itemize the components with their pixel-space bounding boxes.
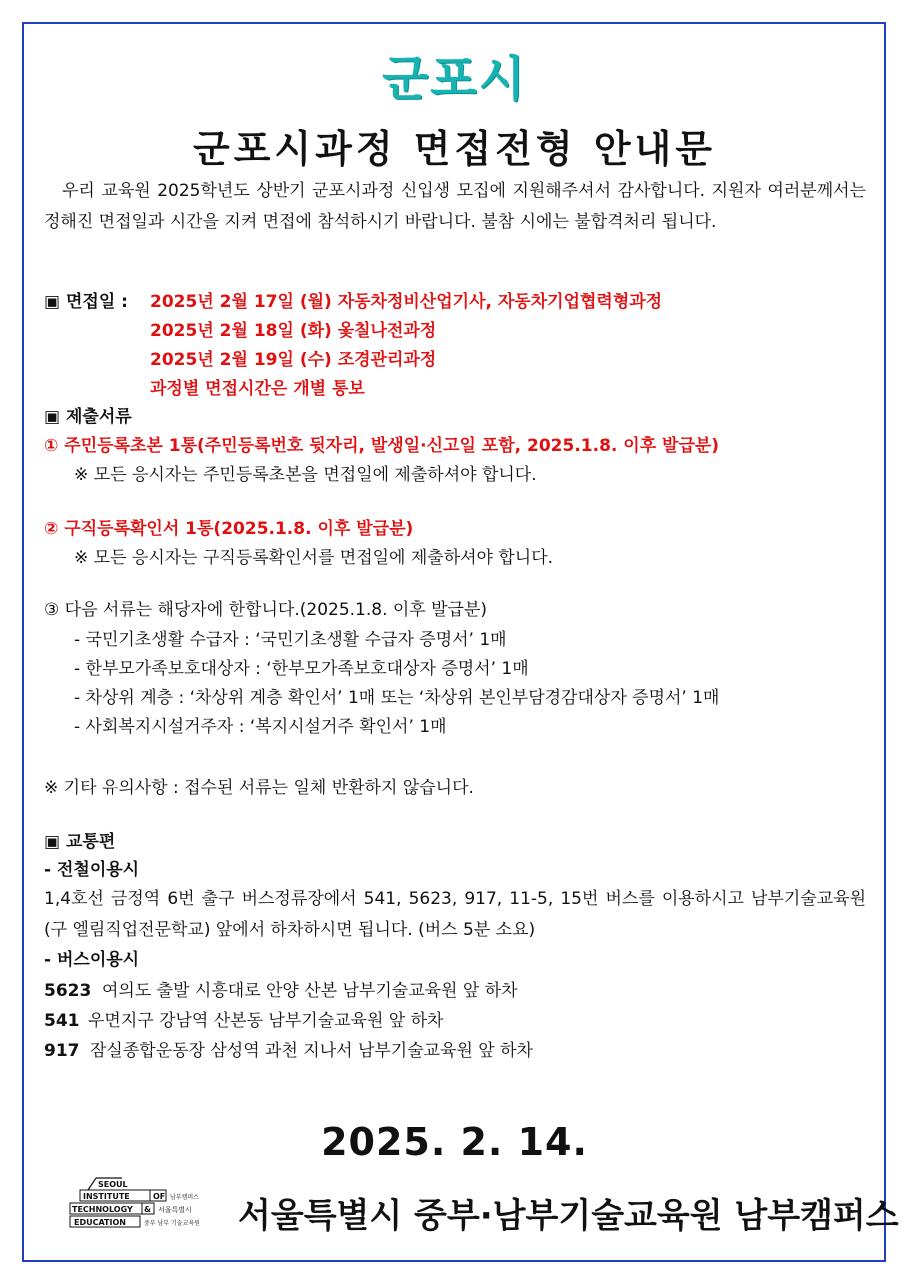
document-item-1: ① 주민등록초본 1통(주민등록번호 뒷자리, 발생일·신고일 포함, 2025.1.8. 이후 발급분)	[44, 436, 720, 456]
logo-text: SEOUL	[98, 1180, 128, 1189]
etc-note: ※ 기타 유의사항 : 접수된 서류는 일체 반환하지 않습니다.	[44, 778, 474, 798]
interview-date-3: 2025년 2월 19일 (수) 조경관리과정	[150, 350, 437, 370]
logo-text: 서울특별시	[158, 1206, 192, 1214]
transport-heading: ▣ 교통편	[44, 832, 116, 852]
subway-directions: 1,4호선 금정역 6번 출구 버스정류장에서 541, 5623, 917, 11-5, 15번 버스를 이용하시고 남부기술교육원(구 엘림직업전문학교) 앞에서 하차하시면 됩니다. (버스 5분 소요)	[44, 889, 866, 940]
page-title: 군포시과정 면접전형 안내문	[193, 127, 716, 171]
document-item-3-list-item: - 국민기초생활 수급자 : ‘국민기초생활 수급자 증명서’ 1매	[74, 630, 507, 650]
interview-label: ▣ 면접일 :	[44, 292, 128, 312]
interview-date-1: 2025년 2월 17일 (월) 자동차정비산업기사, 자동차기업협력형과정	[150, 292, 663, 312]
institute-logo	[66, 1176, 232, 1234]
document-item-3-list-item: - 사회복지시설거주자 : ‘복지시설거주 확인서’ 1매	[74, 717, 447, 737]
logo-text: EDUCATION	[74, 1218, 126, 1227]
bus-route: 여의도 출발 시흥대로 안양 산본 남부기술교육원 앞 하차	[102, 981, 518, 1001]
document-item-3-list-item: - 차상위 계층 : ‘차상위 계층 확인서’ 1매 또는 ‘차상위 본인부담경감대상자 증명서’ 1매	[74, 688, 720, 708]
bus-number: 5623	[44, 981, 92, 1001]
logo-text: 남부캠퍼스	[170, 1194, 199, 1201]
bus-route: 우면지구 강남역 산본동 남부기술교육원 앞 하차	[88, 1011, 444, 1031]
logo-text: TECHNOLOGY	[72, 1205, 133, 1214]
bus-number: 541	[44, 1011, 80, 1031]
logo-text: 중부 남부 기술교육원	[144, 1220, 200, 1227]
document-item-2: ② 구직등록확인서 1통(2025.1.8. 이후 발급분)	[44, 519, 414, 539]
logo-text: &	[144, 1205, 151, 1214]
interview-time-note: 과정별 면접시간은 개별 통보	[150, 379, 365, 399]
intro-paragraph: 우리 교육원 2025학년도 상반기 군포시과정 신입생 모집에 지원해주셔서 감사합니다. 지원자 여러분께서는 정해진 면접일과 시간을 지켜 면접에 참석하시기 바랍니다. 불참 시에는 불합격처리 됩니다.	[44, 181, 866, 232]
documents-heading: ▣ 제출서류	[44, 407, 132, 427]
document-item-2-note: ※ 모든 응시자는 구직등록확인서를 면접일에 제출하셔야 합니다.	[74, 548, 554, 568]
bus-number: 917	[44, 1041, 80, 1061]
interview-date-2: 2025년 2월 18일 (화) 옻칠나전과정	[150, 321, 437, 341]
bus-route: 잠실종합운동장 삼성역 과천 지나서 남부기술교육원 앞 하차	[90, 1041, 533, 1061]
logo-text: INSTITUTE	[83, 1192, 130, 1201]
city-logo: 군포시	[381, 51, 528, 107]
organization-name: 서울특별시 중부·남부기술교육원 남부캠퍼스	[238, 1196, 899, 1236]
document-item-3: ③ 다음 서류는 해당자에 한합니다.(2025.1.8. 이후 발급분)	[44, 600, 488, 620]
document-item-1-note: ※ 모든 응시자는 주민등록초본을 면접일에 제출하셔야 합니다.	[74, 465, 537, 485]
notice-date: 2025. 2. 14.	[321, 1120, 588, 1164]
bus-heading: - 버스이용시	[44, 950, 140, 970]
document-item-3-list-item: - 한부모가족보호대상자 : ‘한부모가족보호대상자 증명서’ 1매	[74, 659, 529, 679]
subway-heading: - 전철이용시	[44, 860, 140, 880]
logo-text: OF	[153, 1192, 166, 1201]
